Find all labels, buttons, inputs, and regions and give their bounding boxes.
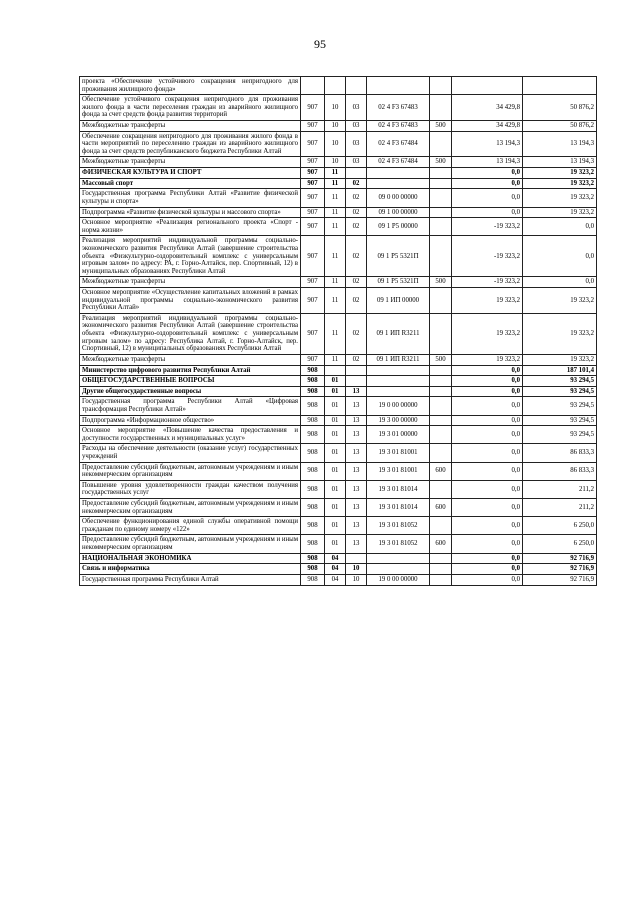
- subsection-code: 02: [346, 218, 367, 236]
- row-name: Основное мероприятие «Реализация регионального проекта «Спорт - норма жизни»: [80, 218, 301, 236]
- row-name: Предоставление субсидий бюджетным, автономным учреждениям и иным некоммерческим организациям: [80, 535, 301, 553]
- amount-2024: 19 323,2: [523, 354, 597, 365]
- amount-2024: 0,0: [523, 277, 597, 288]
- amount-2023: [452, 77, 523, 95]
- amount-2023: 0,0: [452, 499, 523, 517]
- budget-table: [79, 76, 597, 586]
- ministry-code: 908: [301, 462, 325, 480]
- amount-2023: 0,0: [452, 462, 523, 480]
- page-number: 95: [314, 37, 326, 51]
- ministry-code: 908: [301, 365, 325, 376]
- amount-2024: 86 833,3: [523, 444, 597, 462]
- section-code: 04: [325, 574, 346, 585]
- row-name: Предоставление субсидий бюджетным, автономным учреждениям и иным некоммерческим организациям: [80, 462, 301, 480]
- table-row: [80, 277, 597, 288]
- row-name: Реализация мероприятий индивидуальной программы социально-экономического развития Республики Алтай (завершение строительства объекта «Физкультурно-оздоровительный комплекс с универсальным игровым залом» по адресу: Республика Алтай, г. Горно-Алтайск, пер. Спортивный, 12) в муниципальных образованиях Республики Алтай: [80, 313, 301, 354]
- target-article: 19 3 01 81014: [367, 499, 430, 517]
- target-article: 09 1 P5 5321П: [367, 236, 430, 277]
- amount-2024: 92 716,9: [523, 553, 597, 564]
- target-article: [367, 553, 430, 564]
- expense-type: [430, 564, 452, 575]
- target-article: 19 0 00 00000: [367, 574, 430, 585]
- subsection-code: 13: [346, 386, 367, 397]
- row-name: Реализация мероприятий индивидуальной программы социально-экономического развития Республики Алтай (завершение строительства объекта «Физкультурно-оздоровительный комплекс с универсальным игровым залом» по адресу: РА, г. Горно-Алтайск, пер. Спортивный, 12) в муниципальных образованиях Республики Алтай: [80, 236, 301, 277]
- row-name: Другие общегосударственные вопросы: [80, 386, 301, 397]
- amount-2023: 0,0: [452, 178, 523, 189]
- expense-type: [430, 415, 452, 426]
- amount-2024: 0,0: [523, 218, 597, 236]
- table-row: [80, 376, 597, 387]
- target-article: [367, 386, 430, 397]
- ministry-code: 907: [301, 157, 325, 168]
- table-row: [80, 462, 597, 480]
- amount-2023: 0,0: [452, 386, 523, 397]
- row-name: Предоставление субсидий бюджетным, автономным учреждениям и иным некоммерческим организациям: [80, 499, 301, 517]
- section-code: 10: [325, 131, 346, 157]
- expense-type: 600: [430, 462, 452, 480]
- ministry-code: 908: [301, 415, 325, 426]
- expense-type: [430, 444, 452, 462]
- amount-2024: 92 716,9: [523, 564, 597, 575]
- amount-2024: 86 833,3: [523, 462, 597, 480]
- expense-type: [430, 77, 452, 95]
- subsection-code: 02: [346, 354, 367, 365]
- row-name: Межбюджетные трансферты: [80, 157, 301, 168]
- amount-2024: 19 323,2: [523, 178, 597, 189]
- subsection-code: 10: [346, 574, 367, 585]
- subsection-code: [346, 168, 367, 179]
- ministry-code: 908: [301, 376, 325, 387]
- target-article: 19 3 01 81001: [367, 462, 430, 480]
- row-name: ФИЗИЧЕСКАЯ КУЛЬТУРА И СПОРТ: [80, 168, 301, 179]
- section-code: 01: [325, 376, 346, 387]
- target-article: [367, 77, 430, 95]
- subsection-code: 13: [346, 426, 367, 444]
- target-article: 02 4 F3 67484: [367, 131, 430, 157]
- target-article: 09 0 00 00000: [367, 189, 430, 207]
- table-row: [80, 236, 597, 277]
- row-name: ОБЩЕГОСУДАРСТВЕННЫЕ ВОПРОСЫ: [80, 376, 301, 387]
- ministry-code: 908: [301, 386, 325, 397]
- table-row: [80, 480, 597, 498]
- ministry-code: 907: [301, 131, 325, 157]
- target-article: 02 4 F3 67484: [367, 157, 430, 168]
- section-code: 10: [325, 95, 346, 121]
- section-code: [325, 77, 346, 95]
- table-row: [80, 178, 597, 189]
- expense-type: [430, 168, 452, 179]
- subsection-code: 13: [346, 480, 367, 498]
- subsection-code: 02: [346, 189, 367, 207]
- row-name: Министерство цифрового развития Республики Алтай: [80, 365, 301, 376]
- amount-2023: 0,0: [452, 553, 523, 564]
- amount-2024: 93 294,5: [523, 376, 597, 387]
- subsection-code: 03: [346, 131, 367, 157]
- ministry-code: 907: [301, 168, 325, 179]
- amount-2023: 0,0: [452, 574, 523, 585]
- ministry-code: 908: [301, 553, 325, 564]
- row-name: Государственная программа Республики Алтай «Цифровая трансформация Республики Алтай»: [80, 397, 301, 415]
- amount-2024: 19 323,2: [523, 168, 597, 179]
- target-article: 19 3 00 00000: [367, 415, 430, 426]
- expense-type: [430, 480, 452, 498]
- section-code: 11: [325, 168, 346, 179]
- expense-type: 600: [430, 535, 452, 553]
- row-name: проекта «Обеспечение устойчивого сокращения непригодного для проживания жилищного фонда»: [80, 77, 301, 95]
- section-code: 01: [325, 415, 346, 426]
- ministry-code: 907: [301, 207, 325, 218]
- section-code: 11: [325, 236, 346, 277]
- ministry-code: 907: [301, 95, 325, 121]
- target-article: 19 3 01 81052: [367, 517, 430, 535]
- ministry-code: 908: [301, 499, 325, 517]
- target-article: 19 3 01 81001: [367, 444, 430, 462]
- amount-2023: 0,0: [452, 397, 523, 415]
- budget-table-body: [80, 77, 597, 586]
- target-article: 09 1 P5 5321П: [367, 277, 430, 288]
- amount-2023: 0,0: [452, 444, 523, 462]
- amount-2023: 0,0: [452, 189, 523, 207]
- section-code: 11: [325, 277, 346, 288]
- expense-type: [430, 397, 452, 415]
- ministry-code: 908: [301, 397, 325, 415]
- row-name: Обеспечение функционирования единой службы оперативной помощи гражданам по единому номеру «122»: [80, 517, 301, 535]
- row-name: Межбюджетные трансферты: [80, 354, 301, 365]
- amount-2023: 0,0: [452, 207, 523, 218]
- ministry-code: 907: [301, 218, 325, 236]
- amount-2023: 0,0: [452, 517, 523, 535]
- table-row: [80, 157, 597, 168]
- table-row: [80, 313, 597, 354]
- section-code: 01: [325, 499, 346, 517]
- section-code: 01: [325, 386, 346, 397]
- row-name: Обеспечение устойчивого сокращения непригодного для проживания жилого фонда в части переселения граждан из аварийного жилищного фонда за счет средств фонда развития территорий: [80, 95, 301, 121]
- row-name: Обеспечение сокращения непригодного для проживания жилого фонда в части мероприятий по переселению граждан из аварийного жилищного фонда за счет средств республиканского бюджета Республики Алтай: [80, 131, 301, 157]
- ministry-code: 907: [301, 288, 325, 314]
- row-name: Основное мероприятие «Осуществление капитальных вложений в рамках индивидуальной программы социально-экономического развития Республики Алтай»: [80, 288, 301, 314]
- section-code: 04: [325, 564, 346, 575]
- table-row: [80, 288, 597, 314]
- table-row: [80, 218, 597, 236]
- table-row: [80, 564, 597, 575]
- target-article: 19 3 01 81014: [367, 480, 430, 498]
- subsection-code: [346, 553, 367, 564]
- target-article: 09 1 ИП R3211: [367, 354, 430, 365]
- expense-type: [430, 218, 452, 236]
- subsection-code: 02: [346, 277, 367, 288]
- ministry-code: 907: [301, 121, 325, 132]
- amount-2024: 6 250,0: [523, 535, 597, 553]
- amount-2024: 93 294,5: [523, 386, 597, 397]
- section-code: 01: [325, 535, 346, 553]
- table-row: [80, 207, 597, 218]
- expense-type: [430, 553, 452, 564]
- target-article: 19 3 01 81052: [367, 535, 430, 553]
- section-code: 10: [325, 121, 346, 132]
- table-row: [80, 77, 597, 95]
- table-row: [80, 95, 597, 121]
- amount-2023: 0,0: [452, 168, 523, 179]
- section-code: 11: [325, 313, 346, 354]
- expense-type: [430, 517, 452, 535]
- amount-2024: 93 294,5: [523, 397, 597, 415]
- row-name: Государственная программа Республики Алтай: [80, 574, 301, 585]
- target-article: [367, 564, 430, 575]
- amount-2023: -19 323,2: [452, 218, 523, 236]
- ministry-code: 907: [301, 189, 325, 207]
- ministry-code: 908: [301, 564, 325, 575]
- section-code: [325, 365, 346, 376]
- subsection-code: 13: [346, 444, 367, 462]
- table-row: [80, 444, 597, 462]
- amount-2023: -19 323,2: [452, 236, 523, 277]
- amount-2024: [523, 77, 597, 95]
- amount-2024: 13 194,3: [523, 131, 597, 157]
- expense-type: [430, 178, 452, 189]
- target-article: 09 1 00 00000: [367, 207, 430, 218]
- expense-type: [430, 376, 452, 387]
- row-name: Повышение уровня удовлетворенности граждан качеством получения государственных услуг: [80, 480, 301, 498]
- amount-2023: 0,0: [452, 480, 523, 498]
- table-row: [80, 365, 597, 376]
- section-code: 11: [325, 288, 346, 314]
- section-code: 01: [325, 462, 346, 480]
- table-row: [80, 535, 597, 553]
- subsection-code: 13: [346, 499, 367, 517]
- amount-2024: 92 716,9: [523, 574, 597, 585]
- subsection-code: 02: [346, 178, 367, 189]
- section-code: 01: [325, 480, 346, 498]
- subsection-code: 03: [346, 95, 367, 121]
- amount-2024: 13 194,3: [523, 157, 597, 168]
- section-code: 01: [325, 517, 346, 535]
- target-article: 19 3 01 00000: [367, 426, 430, 444]
- subsection-code: 02: [346, 288, 367, 314]
- table-row: [80, 189, 597, 207]
- amount-2023: 19 323,2: [452, 313, 523, 354]
- target-article: [367, 365, 430, 376]
- amount-2023: 0,0: [452, 535, 523, 553]
- table-row: [80, 386, 597, 397]
- row-name: Расходы на обеспечение деятельности (оказание услуг) государственных учреждений: [80, 444, 301, 462]
- ministry-code: 908: [301, 535, 325, 553]
- section-code: 11: [325, 218, 346, 236]
- expense-type: 500: [430, 277, 452, 288]
- target-article: [367, 168, 430, 179]
- table-row: [80, 553, 597, 564]
- ministry-code: 908: [301, 426, 325, 444]
- row-name: Подпрограмма «Развитие физической культуры и массового спорта»: [80, 207, 301, 218]
- table-row: [80, 397, 597, 415]
- table-row: [80, 574, 597, 585]
- section-code: 01: [325, 426, 346, 444]
- expense-type: 500: [430, 121, 452, 132]
- subsection-code: 13: [346, 415, 367, 426]
- section-code: 01: [325, 397, 346, 415]
- expense-type: [430, 131, 452, 157]
- ministry-code: 908: [301, 517, 325, 535]
- amount-2023: 0,0: [452, 415, 523, 426]
- subsection-code: 13: [346, 397, 367, 415]
- amount-2023: 0,0: [452, 376, 523, 387]
- expense-type: [430, 95, 452, 121]
- ministry-code: [301, 77, 325, 95]
- amount-2024: 211,2: [523, 499, 597, 517]
- subsection-code: 02: [346, 313, 367, 354]
- subsection-code: [346, 365, 367, 376]
- amount-2023: 19 323,2: [452, 354, 523, 365]
- expense-type: [430, 313, 452, 354]
- row-name: Подпрограмма «Информационное общество»: [80, 415, 301, 426]
- expense-type: [430, 365, 452, 376]
- table-row: [80, 121, 597, 132]
- expense-type: [430, 574, 452, 585]
- amount-2023: -19 323,2: [452, 277, 523, 288]
- section-code: 11: [325, 178, 346, 189]
- section-code: 10: [325, 157, 346, 168]
- target-article: 02 4 F3 67483: [367, 95, 430, 121]
- target-article: 19 0 00 00000: [367, 397, 430, 415]
- subsection-code: 02: [346, 236, 367, 277]
- amount-2024: 19 323,2: [523, 288, 597, 314]
- ministry-code: 907: [301, 313, 325, 354]
- table-row: [80, 426, 597, 444]
- subsection-code: 03: [346, 121, 367, 132]
- table-row: [80, 168, 597, 179]
- table-row: [80, 499, 597, 517]
- row-name: Межбюджетные трансферты: [80, 277, 301, 288]
- expense-type: 500: [430, 157, 452, 168]
- expense-type: [430, 236, 452, 277]
- target-article: 09 1 ИП 00000: [367, 288, 430, 314]
- table-row: [80, 131, 597, 157]
- amount-2023: 13 194,3: [452, 157, 523, 168]
- table-row: [80, 517, 597, 535]
- amount-2023: 0,0: [452, 564, 523, 575]
- expense-type: [430, 426, 452, 444]
- section-code: 01: [325, 444, 346, 462]
- section-code: 11: [325, 354, 346, 365]
- amount-2023: 13 194,3: [452, 131, 523, 157]
- section-code: 11: [325, 207, 346, 218]
- amount-2023: 0,0: [452, 426, 523, 444]
- table-row: [80, 415, 597, 426]
- amount-2024: 93 294,5: [523, 415, 597, 426]
- ministry-code: 907: [301, 277, 325, 288]
- amount-2024: 19 323,2: [523, 189, 597, 207]
- row-name: НАЦИОНАЛЬНАЯ ЭКОНОМИКА: [80, 553, 301, 564]
- target-article: [367, 178, 430, 189]
- subsection-code: 13: [346, 517, 367, 535]
- expense-type: 500: [430, 354, 452, 365]
- row-name: Государственная программа Республики Алтай «Развитие физической культуры и спорта»: [80, 189, 301, 207]
- amount-2023: 34 429,8: [452, 95, 523, 121]
- subsection-code: 03: [346, 157, 367, 168]
- amount-2023: 0,0: [452, 365, 523, 376]
- expense-type: [430, 288, 452, 314]
- target-article: 09 1 P5 00000: [367, 218, 430, 236]
- subsection-code: [346, 376, 367, 387]
- table-row: [80, 354, 597, 365]
- row-name: Межбюджетные трансферты: [80, 121, 301, 132]
- amount-2024: 19 323,2: [523, 313, 597, 354]
- subsection-code: 13: [346, 462, 367, 480]
- expense-type: 600: [430, 499, 452, 517]
- target-article: 02 4 F3 67483: [367, 121, 430, 132]
- row-name: Связь и информатика: [80, 564, 301, 575]
- ministry-code: 907: [301, 354, 325, 365]
- expense-type: [430, 207, 452, 218]
- row-name: Массовый спорт: [80, 178, 301, 189]
- amount-2024: 0,0: [523, 236, 597, 277]
- amount-2024: 50 876,2: [523, 95, 597, 121]
- ministry-code: 908: [301, 480, 325, 498]
- subsection-code: 02: [346, 207, 367, 218]
- ministry-code: 907: [301, 178, 325, 189]
- amount-2024: 19 323,2: [523, 207, 597, 218]
- amount-2024: 50 876,2: [523, 121, 597, 132]
- ministry-code: 908: [301, 574, 325, 585]
- amount-2024: 187 101,4: [523, 365, 597, 376]
- subsection-code: 10: [346, 564, 367, 575]
- amount-2023: 19 323,2: [452, 288, 523, 314]
- amount-2023: 34 429,8: [452, 121, 523, 132]
- section-code: 11: [325, 189, 346, 207]
- target-article: [367, 376, 430, 387]
- amount-2024: 6 250,0: [523, 517, 597, 535]
- section-code: 04: [325, 553, 346, 564]
- amount-2024: 211,2: [523, 480, 597, 498]
- expense-type: [430, 189, 452, 207]
- ministry-code: 907: [301, 236, 325, 277]
- subsection-code: [346, 77, 367, 95]
- ministry-code: 908: [301, 444, 325, 462]
- subsection-code: 13: [346, 535, 367, 553]
- amount-2024: 93 294,5: [523, 426, 597, 444]
- row-name: Основное мероприятие «Повышение качества предоставления и доступности государственных и муниципальных услуг»: [80, 426, 301, 444]
- target-article: 09 1 ИП R3211: [367, 313, 430, 354]
- expense-type: [430, 386, 452, 397]
